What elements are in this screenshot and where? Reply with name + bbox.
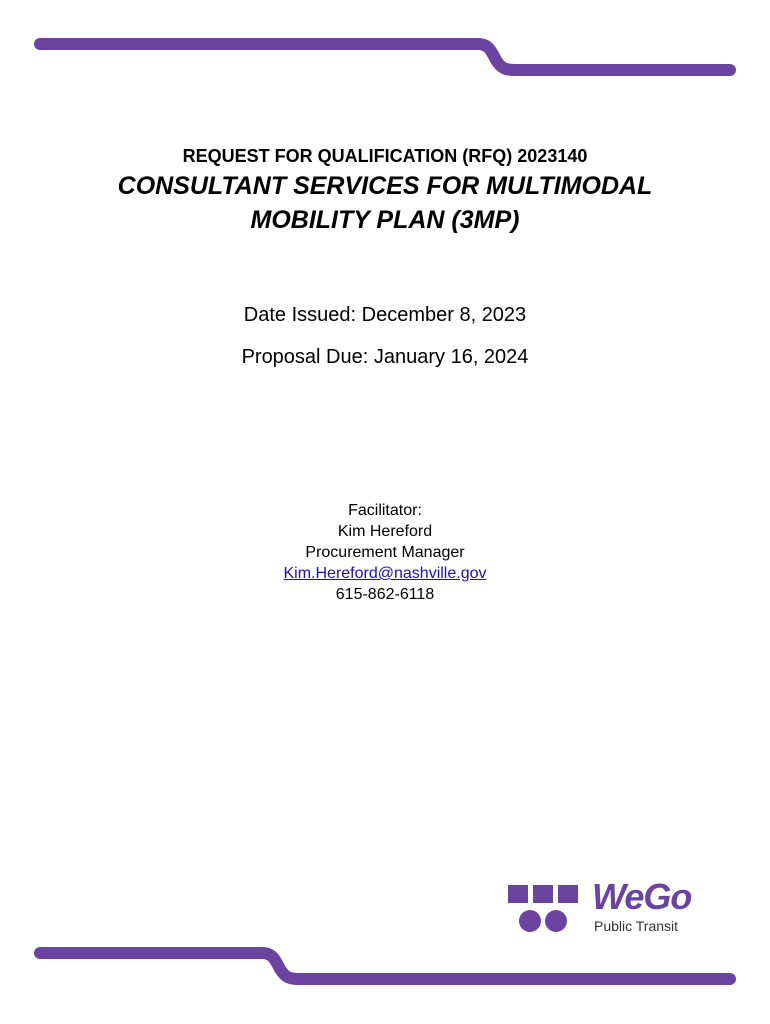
facilitator-phone: 615-862-6118 — [335, 586, 435, 603]
date-issued: Date Issued: December 8, 2023 — [243, 304, 527, 326]
top-decorative-stripe — [0, 28, 770, 88]
rfq-number-heading: REQUEST FOR QUALIFICATION (RFQ) 2023140 — [182, 146, 588, 166]
document-title-line-2: MOBILITY PLAN (3MP) — [250, 206, 520, 234]
wego-logo-mark-icon — [506, 880, 586, 940]
facilitator-email-link[interactable]: Kim.Hereford@nashville.gov — [283, 565, 487, 582]
facilitator-role: Procurement Manager — [305, 544, 465, 561]
document-title-line-1: CONSULTANT SERVICES FOR MULTIMODAL — [117, 172, 653, 200]
facilitator-name: Kim Hereford — [337, 523, 433, 540]
wego-wordmark: WeGo — [592, 876, 692, 917]
facilitator-label: Facilitator: — [348, 502, 422, 519]
wego-subtitle: Public Transit — [594, 918, 679, 934]
proposal-due-date: Proposal Due: January 16, 2024 — [241, 346, 529, 368]
wego-logo — [506, 876, 696, 940]
facilitator-contact-block — [0, 500, 770, 605]
bottom-decorative-stripe — [0, 935, 770, 995]
